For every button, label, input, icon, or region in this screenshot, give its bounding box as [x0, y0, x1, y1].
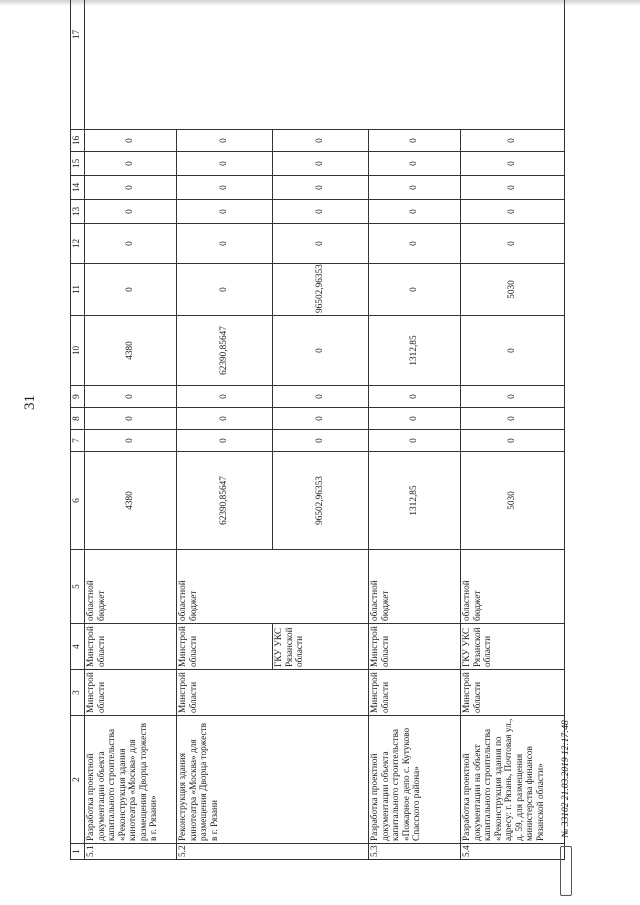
- col-header: 5: [71, 550, 85, 624]
- cell-value: 0: [177, 130, 273, 152]
- col-header: 1: [71, 844, 85, 860]
- cell-value: 0: [273, 386, 369, 408]
- cell-empty: [85, 0, 177, 130]
- col-header: 17: [71, 0, 85, 130]
- cell-source: областной бюджет: [85, 550, 177, 624]
- cell-total: 62390,85647: [177, 452, 273, 550]
- rotated-table-wrapper: [70, 20, 640, 860]
- col-header: 14: [71, 176, 85, 200]
- cell-value: 0: [85, 224, 177, 264]
- table-row: [461, 0, 565, 860]
- table-row: [177, 0, 273, 860]
- row-number: 5.3: [369, 844, 461, 860]
- cell-empty: [273, 0, 369, 130]
- cell-value: 0: [177, 176, 273, 200]
- cell-value: 4380: [85, 316, 177, 386]
- cell-value: 0: [273, 130, 369, 152]
- cell-value: 0: [85, 430, 177, 452]
- cell-value: 5030: [461, 264, 565, 316]
- col-header: 11: [71, 264, 85, 316]
- cell-value: 0: [177, 430, 273, 452]
- cell-source: областной бюджет: [177, 550, 369, 624]
- cell-value: 0: [273, 200, 369, 224]
- cell-total: 1312,85: [369, 452, 461, 550]
- cell-executor: Минстрой области: [369, 670, 461, 716]
- cell-value: 0: [369, 200, 461, 224]
- cell-value: 0: [273, 176, 369, 200]
- cell-value: 0: [369, 408, 461, 430]
- cell-value: 0: [461, 200, 565, 224]
- document-footer: [560, 566, 582, 896]
- cell-value: 96502,96353: [273, 264, 369, 316]
- cell-value: 0: [369, 176, 461, 200]
- row-number: 5.2: [177, 844, 369, 860]
- cell-value: 0: [85, 130, 177, 152]
- table-row: [85, 0, 177, 860]
- cell-value: 0: [273, 430, 369, 452]
- cell-recipient: Минстрой области: [85, 624, 177, 670]
- header-row: [71, 0, 85, 860]
- row-title: Разработка проектной документации объекта капитального строительства «Пожарное депо с. Кутуково Спасского района»: [369, 716, 461, 844]
- cell-value: 0: [177, 264, 273, 316]
- cell-empty: [369, 0, 461, 130]
- cell-value: 0: [85, 200, 177, 224]
- col-header: 8: [71, 408, 85, 430]
- cell-value: 0: [273, 152, 369, 176]
- cell-value: 0: [273, 408, 369, 430]
- cell-recipient: ГКУ УКС Рязанской области: [273, 624, 369, 670]
- col-header: 2: [71, 716, 85, 844]
- row-title: Разработка проектной документации на объект капитального строительства «Реконструкция здания по адресу: г. Рязань, Почтовая ул., д. 59, для размещения министерства финансов Рязанской области»: [461, 716, 565, 844]
- cell-value: 1312,85: [369, 316, 461, 386]
- col-header: 15: [71, 152, 85, 176]
- cell-value: 0: [461, 176, 565, 200]
- row-title: Разработка проектной документации объекта капитального строительства «Реконструкция здания кинотеатра «Москва» для размещения Дворца торжеств в г. Рязани»: [85, 716, 177, 844]
- cell-value: 0: [177, 152, 273, 176]
- cell-value: 0: [177, 386, 273, 408]
- row-number: 5.1: [85, 844, 177, 860]
- col-header: 16: [71, 130, 85, 152]
- col-header: 6: [71, 452, 85, 550]
- col-header: 3: [71, 670, 85, 716]
- cell-value: 0: [369, 430, 461, 452]
- cell-value: 0: [369, 264, 461, 316]
- row-title: Реконструкция здания кинотеатра «Москва» для размещения Дворца торжеств в г. Рязани: [177, 716, 369, 844]
- cell-empty: [461, 0, 565, 130]
- cell-value: 0: [369, 152, 461, 176]
- cell-value: 0: [461, 430, 565, 452]
- cell-source: областной бюджет: [369, 550, 461, 624]
- cell-recipient: Минстрой области: [177, 624, 273, 670]
- cell-value: 0: [85, 176, 177, 200]
- cell-value: 0: [369, 224, 461, 264]
- cell-value: 0: [461, 408, 565, 430]
- cell-recipient: Минстрой области: [369, 624, 461, 670]
- cell-value: 0: [273, 224, 369, 264]
- col-header: 10: [71, 316, 85, 386]
- cell-value: 0: [85, 264, 177, 316]
- cell-value: 0: [273, 316, 369, 386]
- cell-total: 4380: [85, 452, 177, 550]
- cell-value: 0: [85, 386, 177, 408]
- col-header: 9: [71, 386, 85, 408]
- cell-empty: [177, 0, 273, 130]
- cell-value: 0: [461, 130, 565, 152]
- cell-recipient: ГКУ УКС Рязанской области: [461, 624, 565, 670]
- cell-total: 96502,96353: [273, 452, 369, 550]
- document-id: № 33102 21.03.2019 12:17:48: [561, 720, 572, 838]
- cell-value: 0: [85, 152, 177, 176]
- col-header: 12: [71, 224, 85, 264]
- cell-value: 62390,85647: [177, 316, 273, 386]
- cell-value: 0: [461, 316, 565, 386]
- table-row: [369, 0, 461, 860]
- cell-total: 5030: [461, 452, 565, 550]
- col-header: 7: [71, 430, 85, 452]
- cell-value: 0: [369, 130, 461, 152]
- cell-value: 0: [369, 386, 461, 408]
- col-header: 13: [71, 200, 85, 224]
- cell-executor: Минстрой области: [177, 670, 369, 716]
- budget-table: [70, 0, 565, 860]
- page-number: 31: [22, 395, 38, 410]
- cell-value: 0: [461, 224, 565, 264]
- cell-value: 0: [461, 152, 565, 176]
- cell-value: 0: [177, 408, 273, 430]
- cell-source: областной бюджет: [461, 550, 565, 624]
- cell-value: 0: [177, 224, 273, 264]
- barcode-logo-icon: [560, 846, 572, 896]
- cell-executor: Минстрой области: [85, 670, 177, 716]
- col-header: 4: [71, 624, 85, 670]
- cell-value: 0: [461, 386, 565, 408]
- cell-value: 0: [85, 408, 177, 430]
- cell-value: 0: [177, 200, 273, 224]
- cell-executor: Минстрой области: [461, 670, 565, 716]
- row-number: 5.4: [461, 844, 565, 860]
